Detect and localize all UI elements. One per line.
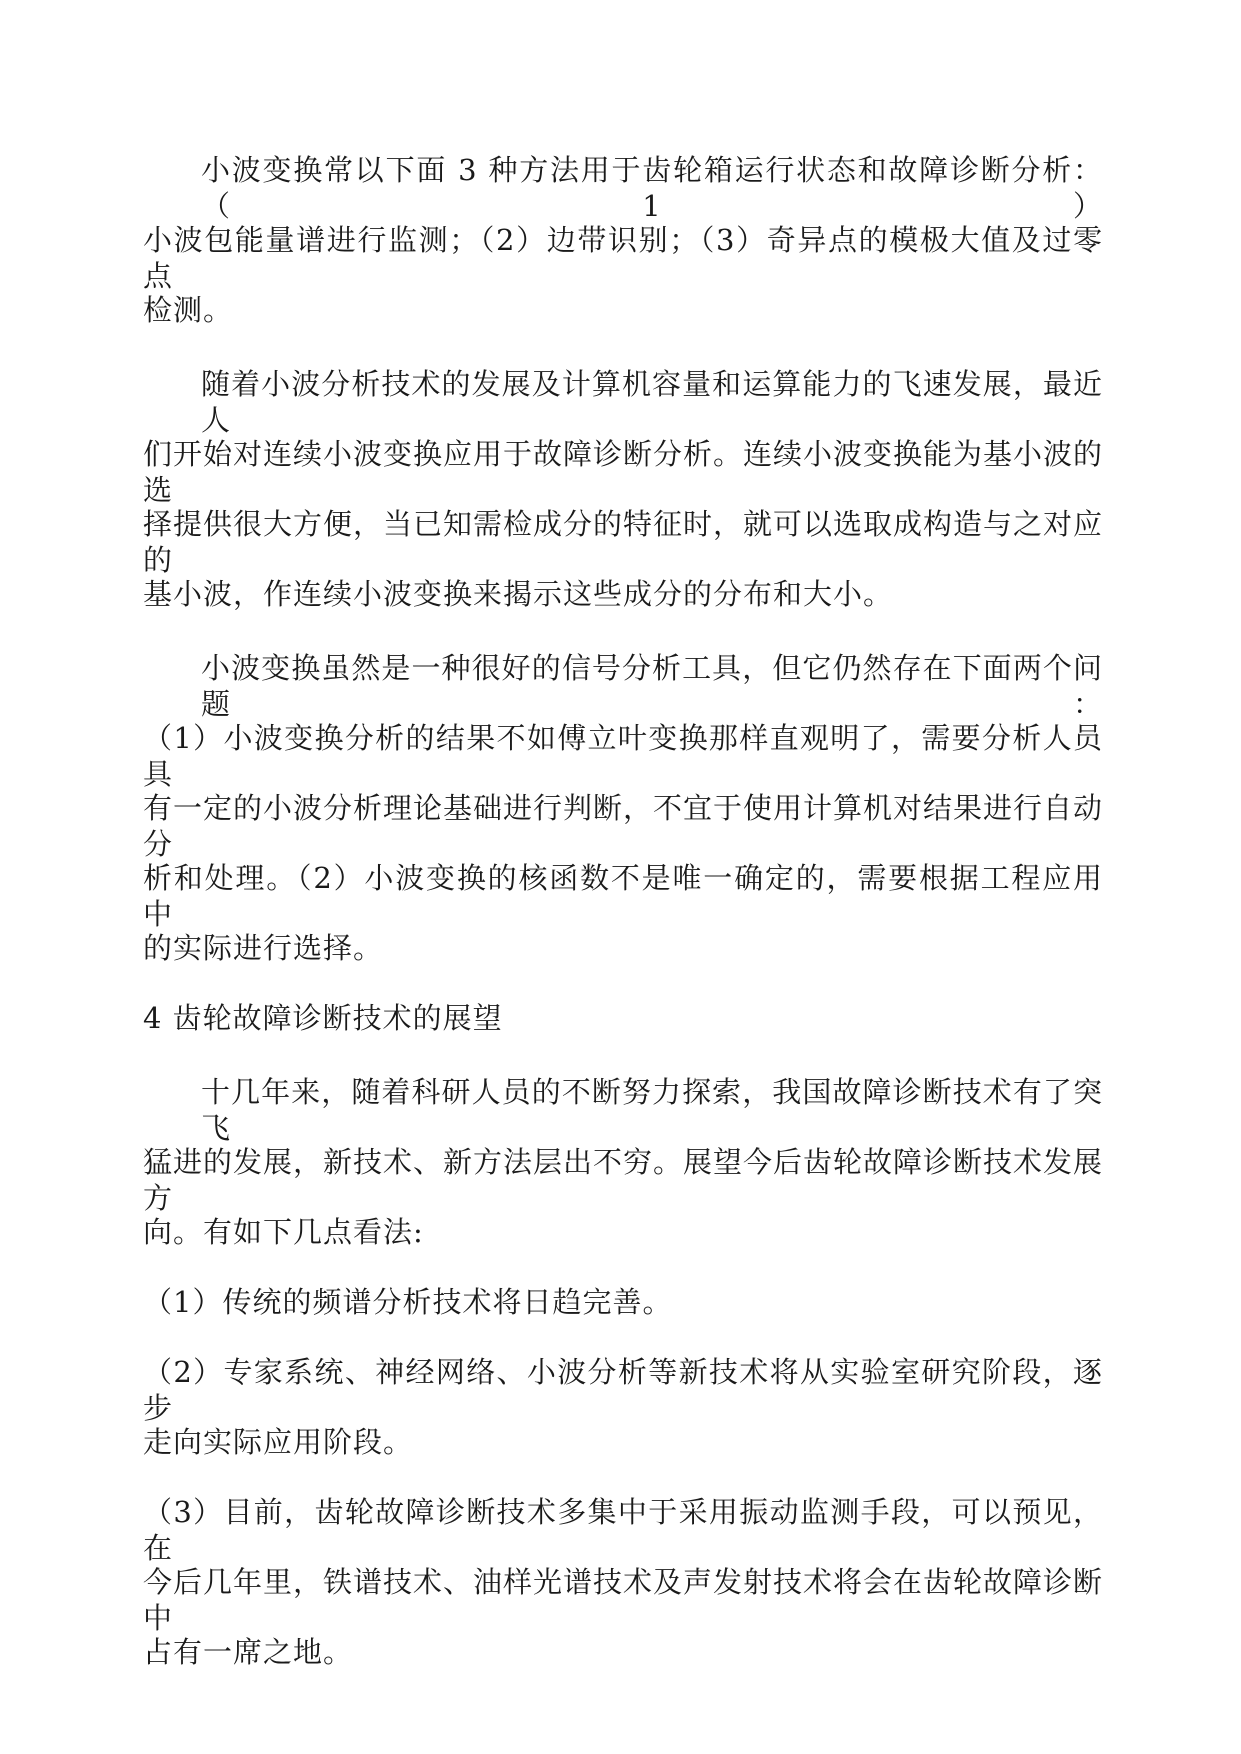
paragraph-line: 析和处理。（2）小波变换的核函数不是唯一确定的，需要根据工程应用中 [143, 861, 1103, 931]
outlook-item-3 [143, 1494, 1103, 1670]
outlook-item-2 [143, 1354, 1103, 1460]
paragraph-line: 们开始对连续小波变换应用于故障诊断分析。连续小波变换能为基小波的选 [143, 437, 1104, 507]
list-item-line: （3）目前，齿轮故障诊断技术多集中于采用振动监测手段，可以预见，在 [143, 1495, 1103, 1565]
paragraph-line: 猛进的发展，新技术、新方法层出不穷。展望今后齿轮故障诊断技术发展方 [143, 1145, 1104, 1215]
paragraph-line: 随着小波分析技术的发展及计算机容量和运算能力的飞速发展，最近人 [201, 367, 1103, 437]
list-item-line: （2）专家系统、神经网络、小波分析等新技术将从实验室研究阶段，逐步 [143, 1355, 1103, 1425]
paragraph-line: 十几年来，随着科研人员的不断努力探索，我国故障诊断技术有了突飞 [201, 1075, 1103, 1145]
paragraph-line: 小波变换常以下面 3 种方法用于齿轮箱运行状态和故障诊断分析：（1） [201, 153, 1103, 223]
paragraph-wavelet-methods [143, 152, 1103, 328]
list-item-line: 占有一席之地。 [143, 1635, 354, 1669]
paragraph-line: 基小波，作连续小波变换来揭示这些成分的分布和大小。 [143, 577, 894, 611]
list-item-line: （1）传统的频谱分析技术将日趋完善。 [143, 1285, 673, 1319]
paragraph-continuous-wavelet [143, 366, 1103, 612]
list-item-line: 走向实际应用阶段。 [143, 1425, 414, 1459]
paragraph-line: 的实际进行选择。 [143, 931, 384, 965]
section-heading: 4 齿轮故障诊断技术的展望 [143, 1001, 503, 1035]
paragraph-line: 向。有如下几点看法: [143, 1215, 424, 1249]
paragraph-line: 小波包能量谱进行监测；（2）边带识别；（3）奇异点的模极大值及过零点 [143, 223, 1103, 293]
outlook-item-1 [143, 1284, 1103, 1320]
paragraph-wavelet-problems [143, 650, 1103, 966]
paragraph-line: 有一定的小波分析理论基础进行判断，不宜于使用计算机对结果进行自动分 [143, 791, 1104, 861]
paragraph-line: 择提供很大方便，当已知需检成分的特征时，就可以选取成构造与之对应的 [143, 507, 1104, 577]
paragraph-line: 小波变换虽然是一种很好的信号分析工具，但它仍然存在下面两个问题： [201, 651, 1103, 721]
document-body [143, 152, 1103, 1670]
list-item-line: 今后几年里，铁谱技术、油样光谱技术及声发射技术将会在齿轮故障诊断中 [143, 1565, 1104, 1635]
paragraph-line: （1）小波变换分析的结果不如傅立叶变换那样直观明了，需要分析人员具 [143, 721, 1103, 791]
paragraph-line: 检测。 [143, 293, 234, 327]
paragraph-outlook-intro [143, 1074, 1103, 1250]
